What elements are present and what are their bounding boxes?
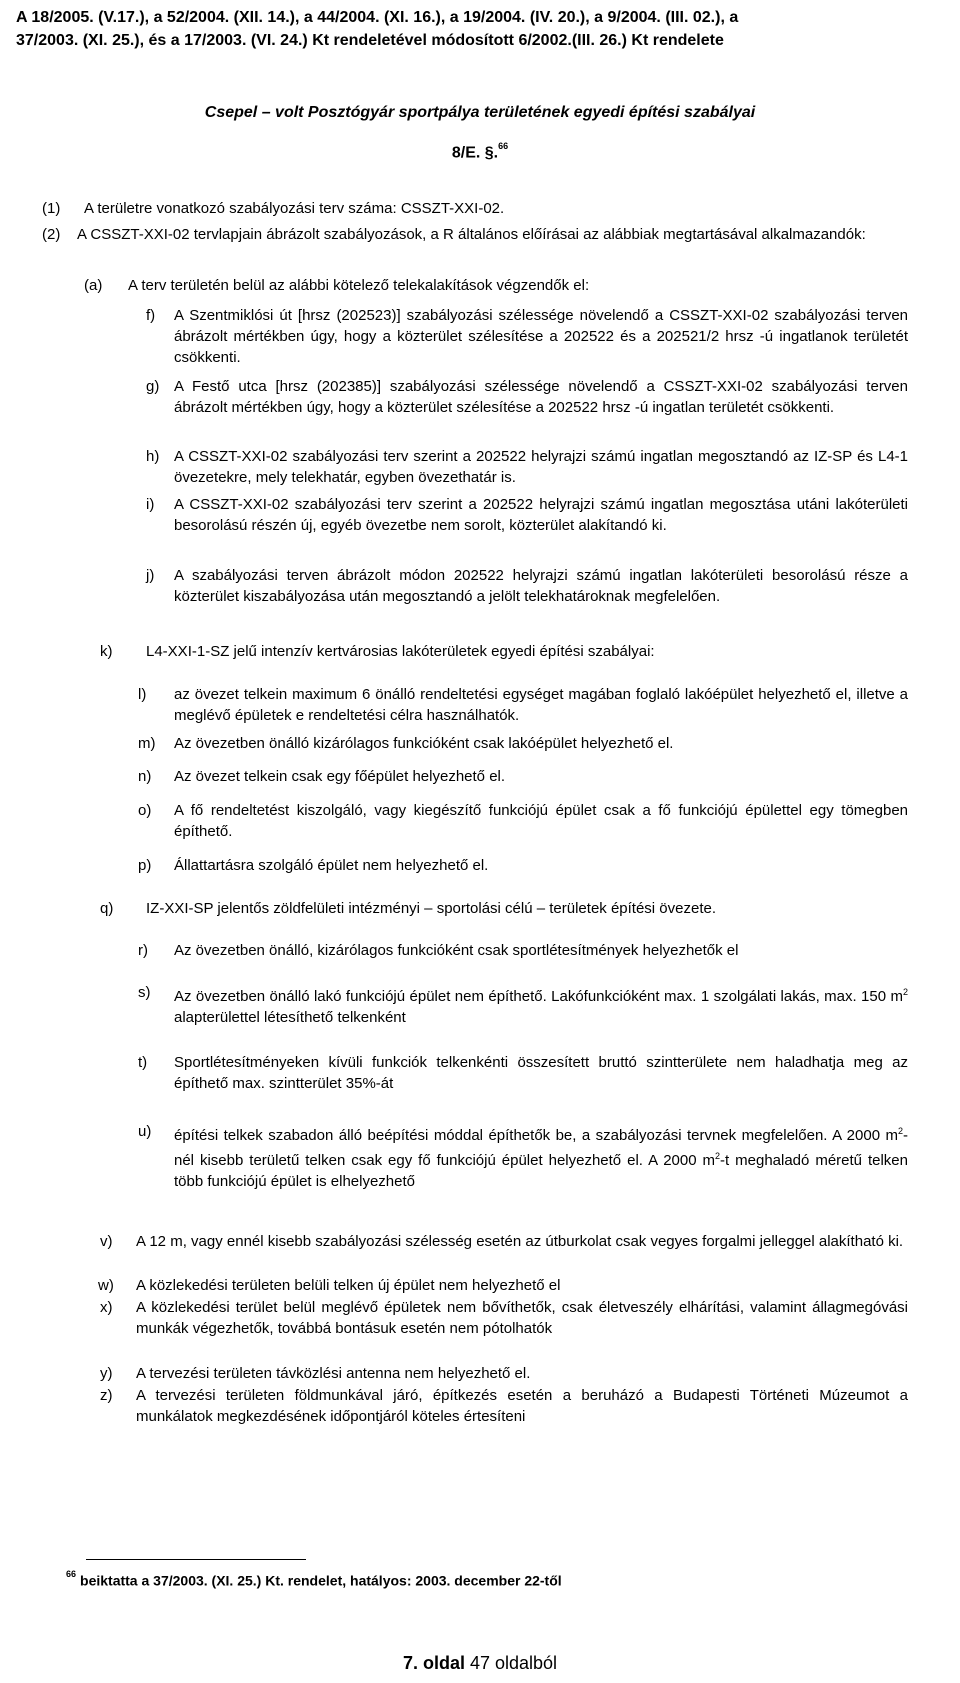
header-line-2: 37/2003. (XI. 25.), és a 17/2003. (VI. 24.) Kt rendeletével módosított 6/2002.(III. 26.) Kt rendelete (16, 32, 724, 49)
item-p-text: Állattartásra szolgáló épület nem helyezhető el. (174, 857, 489, 874)
item-a-label: (a) (84, 277, 103, 294)
footnote-text: beiktatta a 37/2003. (XI. 25.) Kt. rendelet, hatályos: 2003. december 22-től (80, 1572, 562, 1589)
item-o-text: A fő rendeltetést kiszolgáló, vagy kiegészítő funkciójú épület csak a fő funkciójú épülettel egy tömegben építhető. (174, 802, 908, 840)
footnote (66, 1569, 562, 1589)
item-m-label: m) (138, 735, 156, 752)
paragraph-2 (42, 224, 908, 245)
item-i-label: i) (146, 496, 155, 513)
item-j-text: A szabályozási terven ábrázolt módon 202522 helyrajzi számú ingatlan lakóterületi besorolású része a közterület kiszabályozása után megosztandó a jelölt telekhatároknak megfelelően. (174, 567, 908, 605)
section-number (0, 143, 960, 162)
paragraph-1-label: (1) (42, 200, 61, 217)
item-y-text: A tervezési területen távközlési antenna nem helyezhető el. (136, 1365, 531, 1382)
item-l-text: az övezet telkein maximum 6 önálló rendeltetési egységet magában foglaló lakóépület helyezhető el, illetve a meglévő épületek e rendeltetési célra használhatók. (174, 686, 908, 724)
page-footer (0, 1653, 960, 1674)
page-number: 7. oldal (402, 1653, 465, 1673)
item-p-label: p) (138, 857, 152, 874)
item-t-label: t) (138, 1054, 148, 1071)
item-s-label: s) (138, 984, 151, 1001)
document-header (16, 6, 944, 52)
item-k-label: k) (100, 643, 113, 660)
item-s-text-before: Az övezetben önálló lakó funkciójú épület nem építhető. Lakófunkcióként max. 1 szolgálati lakás, max. 150 m (174, 988, 903, 1005)
header-line-1: A 18/2005. (V.17.), a 52/2004. (XII. 14.), a 44/2004. (XI. 16.), a 19/2004. (IV. 20.), a 9/2004. (III. 02.), a (16, 9, 739, 26)
item-n-text: Az övezet telkein csak egy főépület helyezhető el. (174, 768, 506, 785)
document-subtitle: Csepel – volt Posztógyár sportpálya területének egyedi építési szabályai (204, 104, 756, 121)
item-i-text: A CSSZT-XXI-02 szabályozási terv szerint a 202522 helyrajzi számú ingatlan megosztása utáni lakóterületi besorolású részén új, egyéb övezetbe nem sorolt, közterület alakítandó ki. (174, 496, 908, 534)
item-v-text: A 12 m, vagy ennél kisebb szabályozási szélesség esetén az útburkolat csak vegyes forgalmi jelleggel alakítható ki. (136, 1233, 904, 1250)
paragraph-1-text: A területre vonatkozó szabályozási terv száma: CSSZT-XXI-02. (84, 200, 505, 217)
item-s-superscript: 2 (902, 987, 908, 997)
item-u-text (174, 1121, 908, 1192)
section-footnote-ref[interactable]: 66 (498, 141, 509, 151)
item-w-text: A közlekedési területen belüli telken új épület nem helyezhető el (136, 1277, 561, 1294)
item-o-label: o) (138, 802, 152, 819)
footnote-divider (86, 1559, 306, 1560)
page-total: 47 oldalból (469, 1653, 558, 1673)
item-s-text (174, 982, 908, 1028)
item-u-part-3: -t meghaladó méretű telken több funkciójú épület is elhelyezhető (174, 1152, 908, 1190)
item-q-text: IZ-XXI-SP jelentős zöldfelületi intézményi – sportolási célú – területek építési övezete. (146, 900, 717, 917)
item-k-text: L4-XXI-1-SZ jelű intenzív kertvárosias lakóterületek egyedi építési szabályai: (146, 643, 655, 660)
item-z-text: A tervezési területen földmunkával járó, építkezés esetén a beruházó a Budapesti Történeti Múzeumot a munkálatok megkezdésének időpontjáról köteles értesíteni (136, 1387, 908, 1425)
item-w-label: w) (98, 1277, 114, 1294)
item-u-label: u) (138, 1123, 152, 1140)
item-u-part-2: -nél kisebb területű telken csak egy fő funkciójú épület helyezhető el. A 2000 m (174, 1127, 908, 1169)
footnote-number: 66 (66, 1569, 77, 1579)
item-n-label: n) (138, 768, 152, 785)
item-g-label: g) (146, 378, 160, 395)
item-s-text-after: alapterülettel létesíthető telkenként (174, 1009, 406, 1026)
item-r-label: r) (138, 942, 148, 959)
item-z-label: z) (100, 1387, 113, 1404)
item-f-text: A Szentmiklósi út [hrsz (202523)] szabályozási szélessége növelendő a CSSZT-XXI-02 szabályozási terven ábrázolt mértékben úgy, hogy a közterület szélesítése a 202522 és a 202521/2 hrsz -ú ingatlanok területét csökkenti. (174, 307, 908, 366)
item-x-text: A közlekedési terület belül meglévő épületek nem bővíthetők, csak életveszély elhárítási, valamint állagmegóvási munkák végezhetők, továbbá bontásuk esetén nem pótolhatók (136, 1299, 908, 1337)
item-l-label: l) (138, 686, 147, 703)
item-m-text: Az övezetben önálló kizárólagos funkcióként csak lakóépület helyezhető el. (174, 735, 674, 752)
item-u-superscript-1: 2 (897, 1126, 903, 1136)
section-number-text: 8/E. §. (451, 144, 499, 162)
item-h-label: h) (146, 448, 160, 465)
item-x-label: x) (100, 1299, 113, 1316)
item-j-label: j) (146, 567, 155, 584)
item-q-label: q) (100, 900, 114, 917)
item-g-text: A Festő utca [hrsz (202385)] szabályozási szélessége növelendő a CSSZT-XXI-02 szabályozási terven ábrázolt mértékben úgy, hogy a közterület szélesítése a 202522 hrsz -ú ingatlan területét csökkenti. (174, 378, 908, 416)
item-u-superscript-2: 2 (715, 1151, 721, 1161)
item-v-label: v) (100, 1233, 113, 1250)
item-t-text: Sportlétesítményeken kívüli funkciók telkenkénti összesített bruttó szintterülete nem haladhatja meg az építhető max. szintterület 35%-át (174, 1054, 908, 1092)
item-f-label: f) (146, 307, 156, 324)
item-a-text: A terv területén belül az alábbi kötelező telekalakítások végzendők el: (128, 277, 590, 294)
item-h-text: A CSSZT-XXI-02 szabályozási terv szerint a 202522 helyrajzi számú ingatlan megosztandó az IZ-SP és L4-1 övezetekre, mely telekhatár, egyben övezethatár is. (174, 448, 908, 486)
paragraph-2-text: A CSSZT-XXI-02 tervlapjain ábrázolt szabályozások, a R általános előírásai az alábbiak megtartásával alkalmazandók: (77, 226, 866, 243)
item-u-part-1: építési telkek szabadon álló beépítési móddal építhetők be, a szabályozási tervnek megfelelően. A 2000 m (174, 1127, 898, 1144)
item-r-text: Az övezetben önálló, kizárólagos funkcióként csak sportlétesítmények helyezhetők el (174, 942, 739, 959)
item-y-label: y) (100, 1365, 113, 1382)
paragraph-2-label: (2) (42, 226, 61, 243)
